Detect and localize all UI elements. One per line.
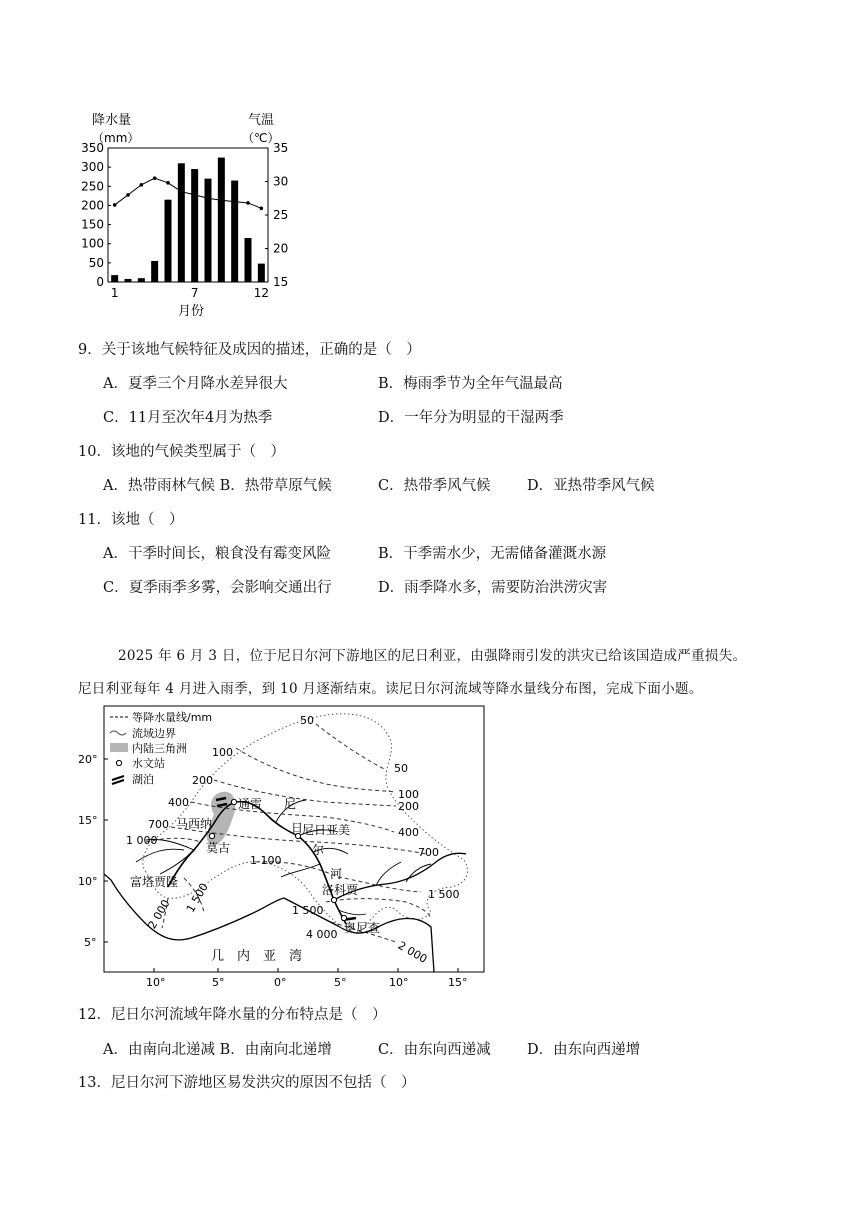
q12-option-d: D．由东向西递增 (527, 1042, 641, 1058)
legend-basin: 流域边界 (132, 727, 176, 740)
station-onitsha (341, 915, 346, 920)
q11-option-a: A．干季时间长，粮食没有霉变风险 (103, 546, 331, 562)
x-tick-label: 7 (190, 286, 199, 300)
lat-15: 15° (78, 814, 98, 827)
station-lokoja (331, 897, 336, 902)
temperature-point (220, 198, 224, 202)
temperature-point (260, 207, 264, 211)
temperature-point (113, 203, 117, 207)
isohyet-label-400a: 400 (168, 796, 189, 809)
question-11: 11．该地（ ） (78, 512, 184, 528)
question-12: 12．尼日尔河流域年降水量的分布特点是（ ） (78, 1007, 387, 1023)
lon-15e: 15° (448, 976, 468, 986)
left-tick-label: 50 (88, 255, 104, 270)
x-tick-label: 1 (110, 286, 119, 300)
isohyet-label-1500c: 1 500 (428, 888, 460, 901)
station-mogu (209, 833, 214, 838)
isohyet-label-1000: 1 000 (126, 834, 158, 847)
temperature-point (126, 193, 130, 197)
left-axis-unit: （mm） (92, 131, 140, 145)
precip-bar (191, 169, 198, 282)
q11-option-b: B．干季需水少，无需储备灌溉水源 (378, 546, 607, 562)
left-tick-label: 150 (81, 217, 104, 232)
niger-basin-map (76, 702, 490, 986)
climate-chart (70, 100, 310, 325)
place-lokoja: 洛科贾 (322, 883, 359, 897)
left-tick-label: 350 (81, 141, 104, 155)
precip-bar (138, 278, 145, 282)
lat-5: 5° (84, 936, 97, 949)
question-10: 10．该地的气候类型属于（ ） (78, 444, 285, 460)
left-tick-label: 100 (81, 236, 104, 251)
x-axis-label: 月份 (178, 304, 205, 319)
place-tonle: 通雷 (238, 797, 263, 811)
precip-bar (205, 179, 212, 282)
station-tonle (231, 799, 236, 804)
precip-bar (231, 181, 238, 282)
legend-station: 水文站 (132, 757, 165, 770)
precip-bar (165, 200, 172, 282)
precip-bar (178, 163, 185, 282)
temperature-point (153, 176, 157, 180)
left-tick-label: 300 (81, 160, 104, 175)
place-niamey: 尼日亚美 (302, 823, 351, 837)
isohyet-label-700a: 700 (148, 818, 169, 831)
lon-10e: 10° (389, 976, 409, 986)
temperature-point (180, 190, 184, 194)
left-tick-label: 250 (81, 179, 104, 194)
lat-10: 10° (78, 875, 98, 888)
isohyet-label-100a: 100 (212, 746, 233, 759)
temperature-line (115, 178, 262, 208)
lon-5e: 5° (334, 976, 347, 986)
place-mogu: 莫古 (206, 841, 231, 855)
q9-option-a: A．夏季三个月降水差异很大 (103, 376, 288, 392)
passage-line-1: 2025 年 6 月 3 日，位于尼日尔河下游地区的尼日利亚，由强降雨引发的洪灾已给该国造成严重损失。 (118, 648, 747, 664)
plot-frame (108, 148, 268, 282)
isohyet-label-200b: 200 (398, 800, 419, 813)
isohyet-label-1100: 1 100 (250, 854, 282, 867)
q10-option-ab: A．热带雨林气候 B．热带草原气候 (103, 478, 332, 494)
question-9: 9．关于该地气候特征及成因的描述，正确的是（ ） (78, 342, 421, 358)
passage-line-2: 尼日利亚每年 4 月进入雨季，到 10 月逐渐结束。读尼日尔河流域等降水量线分布图，完成下面小题。 (78, 681, 703, 697)
lat-20: 20° (78, 753, 98, 766)
x-tick-label: 12 (253, 286, 269, 300)
q9-option-c: C．11月至次年4月为热季 (103, 410, 273, 426)
isohyet-label-1500b: 1 500 (292, 904, 324, 917)
precip-bar (111, 275, 118, 282)
right-axis-title: 气温 (248, 113, 275, 128)
isohyet-label-100b: 100 (398, 788, 419, 801)
temperature-point (140, 183, 144, 187)
question-13: 13．尼日尔河下游地区易发洪灾的原因不包括（ ） (78, 1075, 416, 1091)
lon-5w: 5° (212, 976, 225, 986)
q10-option-d: D．亚热带季风气候 (527, 478, 655, 494)
precip-bar (258, 264, 265, 282)
q9-option-d: D．一年分为明显的干湿两季 (378, 410, 564, 426)
left-tick-label: 200 (81, 198, 104, 213)
isohyet-label-50a: 50 (300, 714, 314, 727)
q12-option-ab: A．由南向北递减 B．由南向北递增 (103, 1042, 332, 1058)
right-tick-label: 15 (273, 275, 289, 289)
precip-bar (245, 238, 252, 282)
right-axis-unit: （℃） (242, 131, 280, 145)
isohyet-label-50b: 50 (394, 762, 408, 775)
lon-10w: 10° (146, 976, 166, 986)
right-tick-label: 25 (273, 208, 289, 222)
isohyet-label-2000b: 2 000 (395, 938, 430, 966)
river-label-er: 尔 (312, 843, 325, 857)
isohyet-label-200a: 200 (192, 774, 213, 787)
precip-bar (125, 279, 132, 282)
temperature-point (206, 196, 210, 200)
river-label-he: 河 (330, 867, 343, 881)
q12-option-c: C．由东向西递减 (378, 1042, 491, 1058)
place-onitsha: 奥尼查 (344, 921, 381, 935)
lon-0: 0° (274, 976, 287, 986)
legend-lake: 湖泊 (132, 773, 154, 786)
isohyet-label-2000a: 2 000 (145, 897, 173, 932)
left-axis-title: 降水量 (92, 113, 132, 128)
left-tick-label: 0 (96, 275, 104, 289)
river-label-ri: 日 (291, 821, 304, 835)
temperature-point (193, 193, 197, 197)
isohyet-label-700b: 700 (418, 846, 439, 859)
legend-isohyet: 等降水量线/mm (132, 711, 213, 724)
place-maxina: 马西纳 (176, 817, 213, 831)
q11-option-d: D．雨季降水多，需要防治洪涝灾害 (378, 580, 608, 596)
q9-option-b: B．梅雨季节为全年气温最高 (378, 376, 563, 392)
q10-option-c: C．热带季风气候 (378, 478, 491, 494)
river-label-ni: 尼 (284, 797, 297, 811)
temperature-point (166, 181, 170, 185)
isohyet-label-1500a: 1 500 (183, 880, 211, 915)
right-tick-label: 20 (273, 241, 289, 256)
precip-bar (151, 261, 158, 282)
right-tick-label: 35 (273, 141, 289, 155)
q11-option-c: C．夏季雨季多雾，会影响交通出行 (103, 580, 332, 596)
isohyet-label-4000: 4 000 (306, 928, 338, 941)
gulf-label: 几 内 亚 湾 (211, 949, 303, 964)
place-futa-jallon: 富塔贾隆 (130, 875, 179, 889)
right-tick-label: 30 (273, 174, 289, 189)
legend-delta: 内陆三角洲 (132, 742, 187, 755)
temperature-point (246, 201, 250, 205)
temperature-point (233, 200, 237, 204)
precip-bar (218, 158, 225, 282)
isohyet-label-400b: 400 (398, 826, 419, 839)
